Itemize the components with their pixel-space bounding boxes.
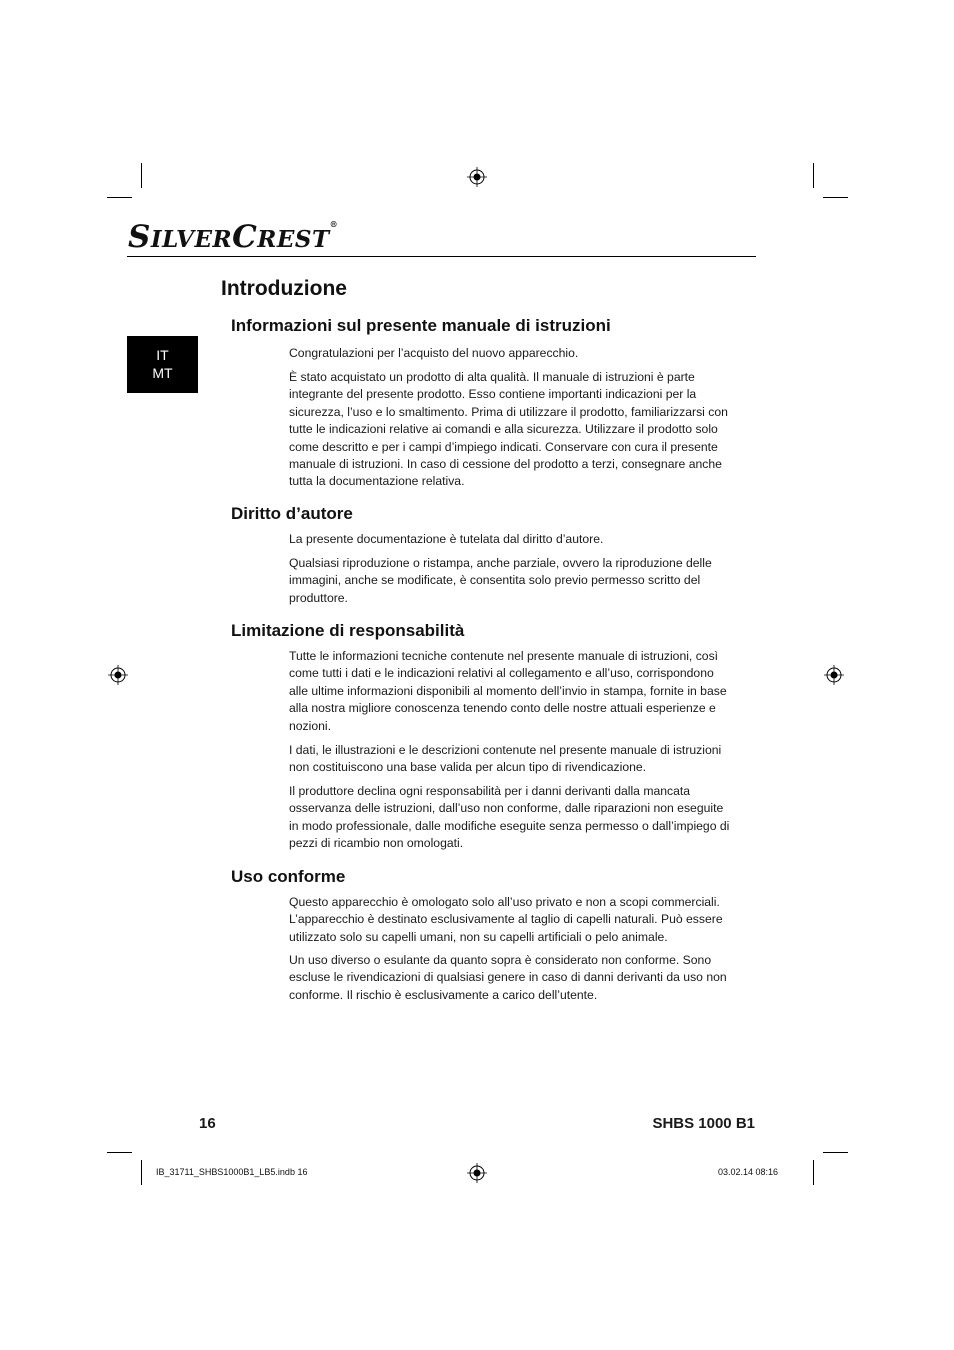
page-number: 16 [199, 1115, 216, 1132]
print-slug-file: IB_31711_SHBS1000B1_LB5.indb 16 [156, 1167, 308, 1177]
paragraph: Congratulazioni per l’acquisto del nuovo apparecchio. [289, 346, 579, 360]
paragraph: Un uso diverso o esulante da quanto sopra è considerato non conforme. Sono escluse le rivendicazioni di qualsiasi genere in caso di danni derivanti da uso non conforme. Il rischio è esclusivamente a carico dell’utente. [289, 953, 727, 1002]
registration-mark-icon [467, 1163, 487, 1183]
section-heading-copyright: Diritto d’autore [231, 504, 353, 523]
crop-mark-top-left-vertical [141, 163, 142, 188]
registration-mark-icon [824, 665, 844, 685]
crop-mark-top-right-horizontal [823, 197, 848, 198]
language-code-it: IT [156, 347, 169, 363]
paragraph: La presente documentazione è tutelata dal diritto d’autore. [289, 532, 604, 546]
crop-mark-bottom-left-horizontal [107, 1152, 132, 1153]
brand-logo: SILVERCREST® [128, 219, 339, 255]
crop-mark-top-left-horizontal [107, 197, 132, 198]
crop-mark-bottom-right-vertical [813, 1160, 814, 1185]
paragraph: Questo apparecchio è omologato solo all’uso privato e non a scopi commerciali. L’apparecchio è destinato esclusivamente al taglio di capelli naturali. Può essere utilizzato solo su capelli umani, non su capelli artificiali o pelo animale. [289, 895, 723, 944]
paragraph: Il produttore declina ogni responsabilità per i danni derivanti dalla mancata osservanza delle istruzioni, dall’uso non conforme, dalle riparazioni non eseguite in modo professionale, dalle modifiche eseguite senza permesso o dall’impiego di pezzi di ricambio non omologati. [289, 784, 730, 851]
paragraph: I dati, le illustrazioni e le descrizioni contenute nel presente manuale di istruzioni non costituiscono una base valida per alcun tipo di rivendicazione. [289, 743, 722, 775]
print-slug-date: 03.02.14 08:16 [717, 1167, 778, 1177]
section-heading-liability: Limitazione di responsabilità [231, 621, 465, 640]
crop-mark-top-right-vertical [813, 163, 814, 188]
header-rule [127, 256, 756, 257]
crop-mark-bottom-right-horizontal [823, 1152, 848, 1153]
paragraph: È stato acquistato un prodotto di alta qualità. Il manuale di istruzioni è parte integrante del presente prodotto. Esso contiene importanti indicazioni per la sicurezza, l’uso e lo smaltimento. Prima di utilizzare il prodotto, familiarizzarsi con tutte le indicazioni relative ai comandi e alla sicurezza. Utilizzare il prodotto solo come descritto e per i campi d’impiego indicati. Conservare con cura il presente manuale di istruzioni. In caso di cessione del prodotto a terzi, consegnare anche tutta la documentazione relativa. [289, 370, 728, 489]
registration-mark-icon [467, 167, 487, 187]
section-heading-intended-use: Uso conforme [231, 867, 346, 886]
paragraph: Tutte le informazioni tecniche contenute nel presente manuale di istruzioni, così come tutti i dati e le indicazioni relativi al collegamento e all’uso, corrispondono alle ultime informazioni disponibili al momento dell’invio in stampa, fornite in base alla nostra migliore conoscenza tenendo conto delle nostre attuali esperienze e nozioni. [289, 649, 727, 733]
language-code-mt: MT [152, 365, 173, 381]
language-tab [127, 336, 198, 393]
model-number: SHBS 1000 B1 [652, 1115, 755, 1132]
section-heading-manual-info: Informazioni sul presente manuale di istruzioni [231, 316, 611, 335]
page-title: Introduzione [221, 277, 347, 300]
registration-mark-icon [108, 665, 128, 685]
paragraph: Qualsiasi riproduzione o ristampa, anche parziale, ovvero la riproduzione delle immagini, anche se modificate, è consentita solo previo permesso scritto del produttore. [289, 556, 712, 605]
crop-mark-bottom-left-vertical [141, 1160, 142, 1185]
